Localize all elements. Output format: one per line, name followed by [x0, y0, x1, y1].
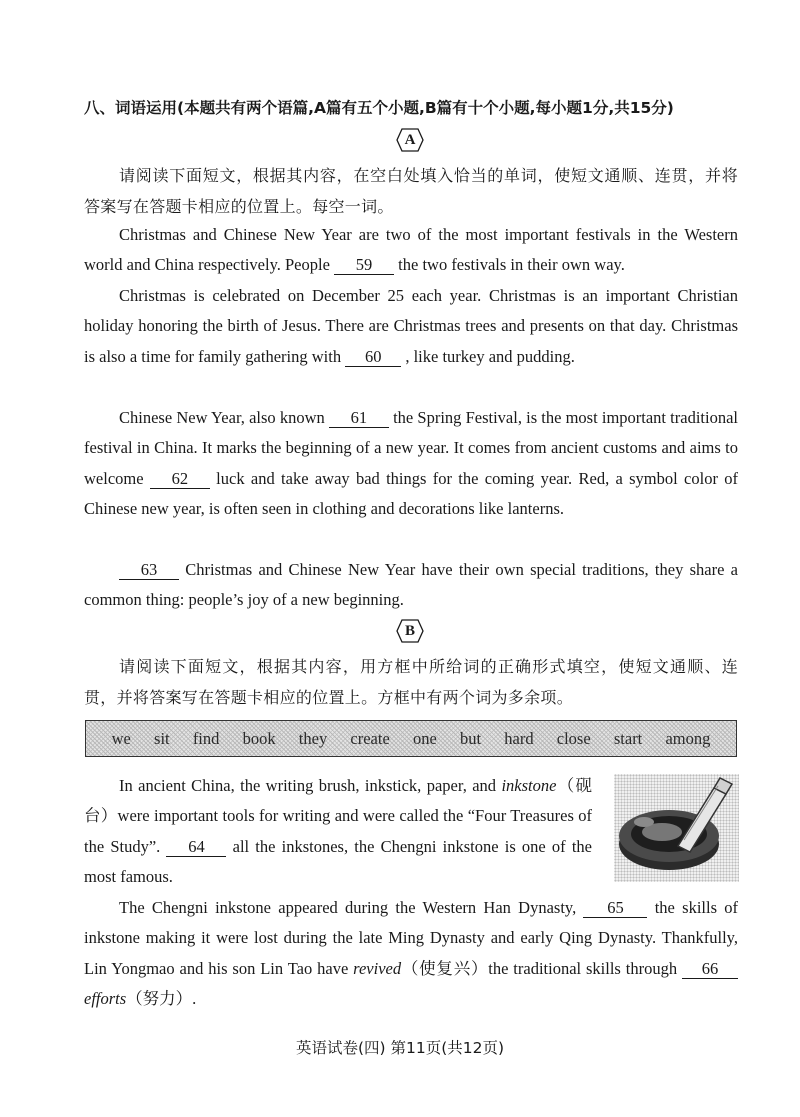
word-bank — [85, 720, 737, 757]
word-bank-item: among — [665, 728, 711, 748]
word-bank-item: book — [242, 728, 276, 748]
blank-64[interactable]: 64 — [166, 838, 226, 857]
word-bank-item: they — [298, 728, 328, 748]
part-b-badge: B — [396, 619, 424, 643]
part-a-badge: A — [396, 128, 424, 152]
blank-61[interactable]: 61 — [329, 409, 389, 428]
word-bank-item: find — [192, 728, 220, 748]
word-bank-item: we — [111, 728, 131, 748]
word-bank-item: hard — [504, 728, 534, 748]
blank-65[interactable]: 65 — [583, 899, 647, 918]
part-b-instruction: 请阅读下面短文，根据其内容，用方框中所给词的正确形式填空，使短文通顺、连贯，并将答案写在答题卡相应的位置上。方框中有两个词为多余项。 — [84, 657, 738, 707]
part-b-paragraph-1: In ancient China, the writing brush, inkstick, paper, and inkstone（砚台）were important tools for writing and were called the “Four Treasures of the Study”. 64 all the inkstones, the Chengni inkstone is one of the most famous. — [84, 776, 593, 887]
word-bank-item: close — [556, 728, 591, 748]
inkstone-image — [614, 774, 739, 882]
word-bank-item: start — [613, 728, 643, 748]
inkstone-icon — [614, 774, 739, 882]
part-a-paragraph-4: 63 Christmas and Chinese New Year have their own special traditions, they share a common thing: people’s joy of a new beginning. — [84, 560, 738, 610]
part-a-instruction: 请阅读下面短文，根据其内容，在空白处填入恰当的单词，使短文通顺、连贯，并将答案写在答题卡相应的位置上。每空一词。 — [84, 166, 738, 216]
part-b-paragraph-2: The Chengni inkstone appeared during the Western Han Dynasty, 65 the skills of inkstone making it were lost during the late Ming Dynasty and early Qing Dynasty. Thankfully, Lin Yongmao and his son Lin Tao have revived（使复兴）the traditional skills through 66 efforts（努力）. — [84, 898, 738, 1009]
part-a-paragraph-1: Christmas and Chinese New Year are two of the most important festivals in the Western world and China respectively. People 59 the two festivals in their own way. — [84, 225, 738, 275]
word-bank-item: create — [350, 728, 390, 748]
part-a-paragraph-3: Chinese New Year, also known 61 the Spring Festival, is the most important traditional festival in China. It marks the beginning of a new year. It comes from ancient customs and aims to welcome 62 luck and take away bad things for the coming year. Red, a symbol color of Chinese new year, is often seen in clothing and decorations like lanterns. — [84, 408, 738, 519]
blank-62[interactable]: 62 — [150, 470, 210, 489]
word-bank-item: but — [459, 728, 482, 748]
blank-63[interactable]: 63 — [119, 561, 179, 580]
word-bank-item: sit — [154, 728, 170, 748]
page-footer: 英语试卷(四) 第11页(共12页) — [295, 1039, 505, 1057]
word-bank-item: one — [412, 728, 437, 748]
blank-66[interactable]: 66 — [682, 960, 738, 979]
blank-59[interactable]: 59 — [334, 256, 394, 275]
section-title: 八、词语运用(本题共有两个语篇,A篇有五个小题,B篇有十个小题,每小题1分,共15分) — [84, 99, 674, 117]
blank-60[interactable]: 60 — [345, 348, 401, 367]
part-a-paragraph-2: Christmas is celebrated on December 25 each year. Christmas is an important Christian holiday honoring the birth of Jesus. There are Christmas trees and presents on that day. Christmas is also a time for family gathering with 60 , like turkey and pudding. — [84, 286, 738, 366]
